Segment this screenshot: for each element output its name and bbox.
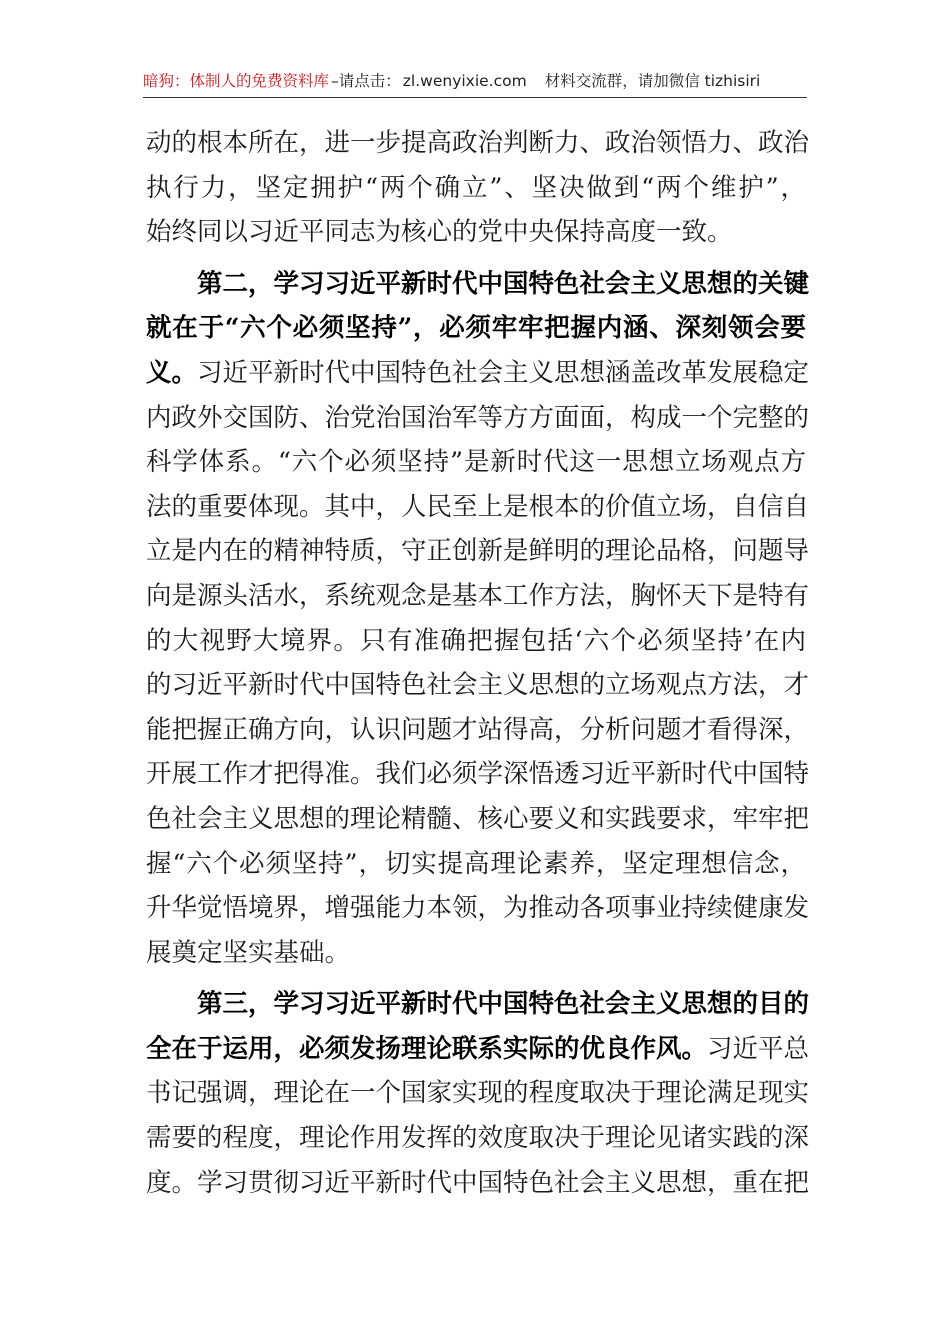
text-line [146,752,810,797]
line-text: 需要的程度，理论作用发挥的效度取决于理论见诸实践的深 [146,1123,810,1154]
text-line [146,1071,810,1116]
line-text: 书记强调，理论在一个国家实现的程度取决于理论满足现实 [146,1078,810,1109]
text-line [146,306,806,351]
line-text: 度。学习贯彻习近平新时代中国特色社会主义思想，重在把 [146,1167,810,1198]
text-line [146,982,810,1027]
text-line [146,1161,810,1206]
text-line [146,1027,810,1072]
line-text: 展奠定坚实基础。 [146,937,351,968]
text-line [146,440,806,485]
document-body [146,121,810,1205]
line-bold-text: 第三，学习习近平新时代中国特色社会主义思想的目的 [197,989,810,1020]
header-wechat: 材料交流群，请加微信 tizhisiri [544,72,761,90]
line-text: 升华觉悟境界，增强能力本领，为推动各项事业持续健康发 [146,893,810,924]
line-text: 的大视野大境界。只有准确把握包括‘六个必须坚持’在内 [146,625,806,656]
header-divider [143,97,807,98]
line-text: 习近平总 [707,1033,810,1064]
line-text: 执行力，坚定拥护“两个确立”、坚决做到“两个维护”， [146,172,806,203]
line-text: 开展工作才把得准。我们必须学深悟透习近平新时代中国特 [146,759,810,790]
line-text: 内政外交国防、治党治国治军等方方面面，构成一个完整的 [146,402,810,433]
line-text: 向是源头活水，系统观念是基本工作方法，胸怀天下是特有 [146,580,810,611]
text-line [146,210,806,255]
text-line [146,708,810,753]
text-line [146,886,810,931]
text-line [146,619,806,664]
line-text: 色社会主义思想的理论精髓、核心要义和实践要求，牢牢把 [146,803,810,834]
header-brand: 暗狗：体制人的免费资料库 [143,72,330,90]
line-text: 科学体系。“六个必须坚持”是新时代这一思想立场观点方 [146,447,806,478]
paragraph [146,982,810,1205]
text-line [146,842,806,887]
text-line [146,166,806,211]
line-text: 动的根本所在，进一步提高政治判断力、政治领悟力、政治 [146,128,810,158]
page-header [143,66,807,96]
line-text: 的习近平新时代中国特色社会主义思想的立场观点方法，才 [146,670,810,701]
text-line [146,1116,810,1161]
header-link[interactable]: zl.wenyixie.com [402,72,527,90]
text-line [146,262,810,307]
line-bold-text: 就在于“六个必须坚持”，必须牢牢把握内涵、深刻领会要 [146,313,806,344]
text-line [146,396,810,441]
line-bold-text: 义。 [146,357,198,388]
line-text: 能把握正确方向，认识问题才站得高，分析问题才看得深， [146,714,810,745]
line-bold-text: 第二，学习习近平新时代中国特色社会主义思想的关键 [197,268,810,299]
line-text: 握“六个必须坚持”，切实提高理论素养，坚定理想信念， [146,848,806,879]
header-separator: –请点击： [331,72,401,90]
text-line [146,797,810,842]
text-line [146,529,810,574]
text-line [146,121,810,166]
text-line [146,485,810,530]
paragraph [146,121,810,255]
line-text: 习近平新时代中国特色社会主义思想涵盖改革发展稳定 [197,357,810,388]
line-text: 立是内在的精神特质，守正创新是鲜明的理论品格，问题导 [146,536,810,567]
paragraph [146,262,810,976]
text-line [146,574,810,619]
line-text: 法的重要体现。其中，人民至上是根本的价值立场，自信自 [146,491,810,522]
line-bold-text: 全在于运用，必须发扬理论联系实际的优良作风。 [146,1033,708,1064]
text-line [146,351,810,396]
text-line [146,931,806,976]
text-line [146,663,810,708]
line-text: 始终同以习近平同志为核心的党中央保持高度一致。 [146,217,733,248]
